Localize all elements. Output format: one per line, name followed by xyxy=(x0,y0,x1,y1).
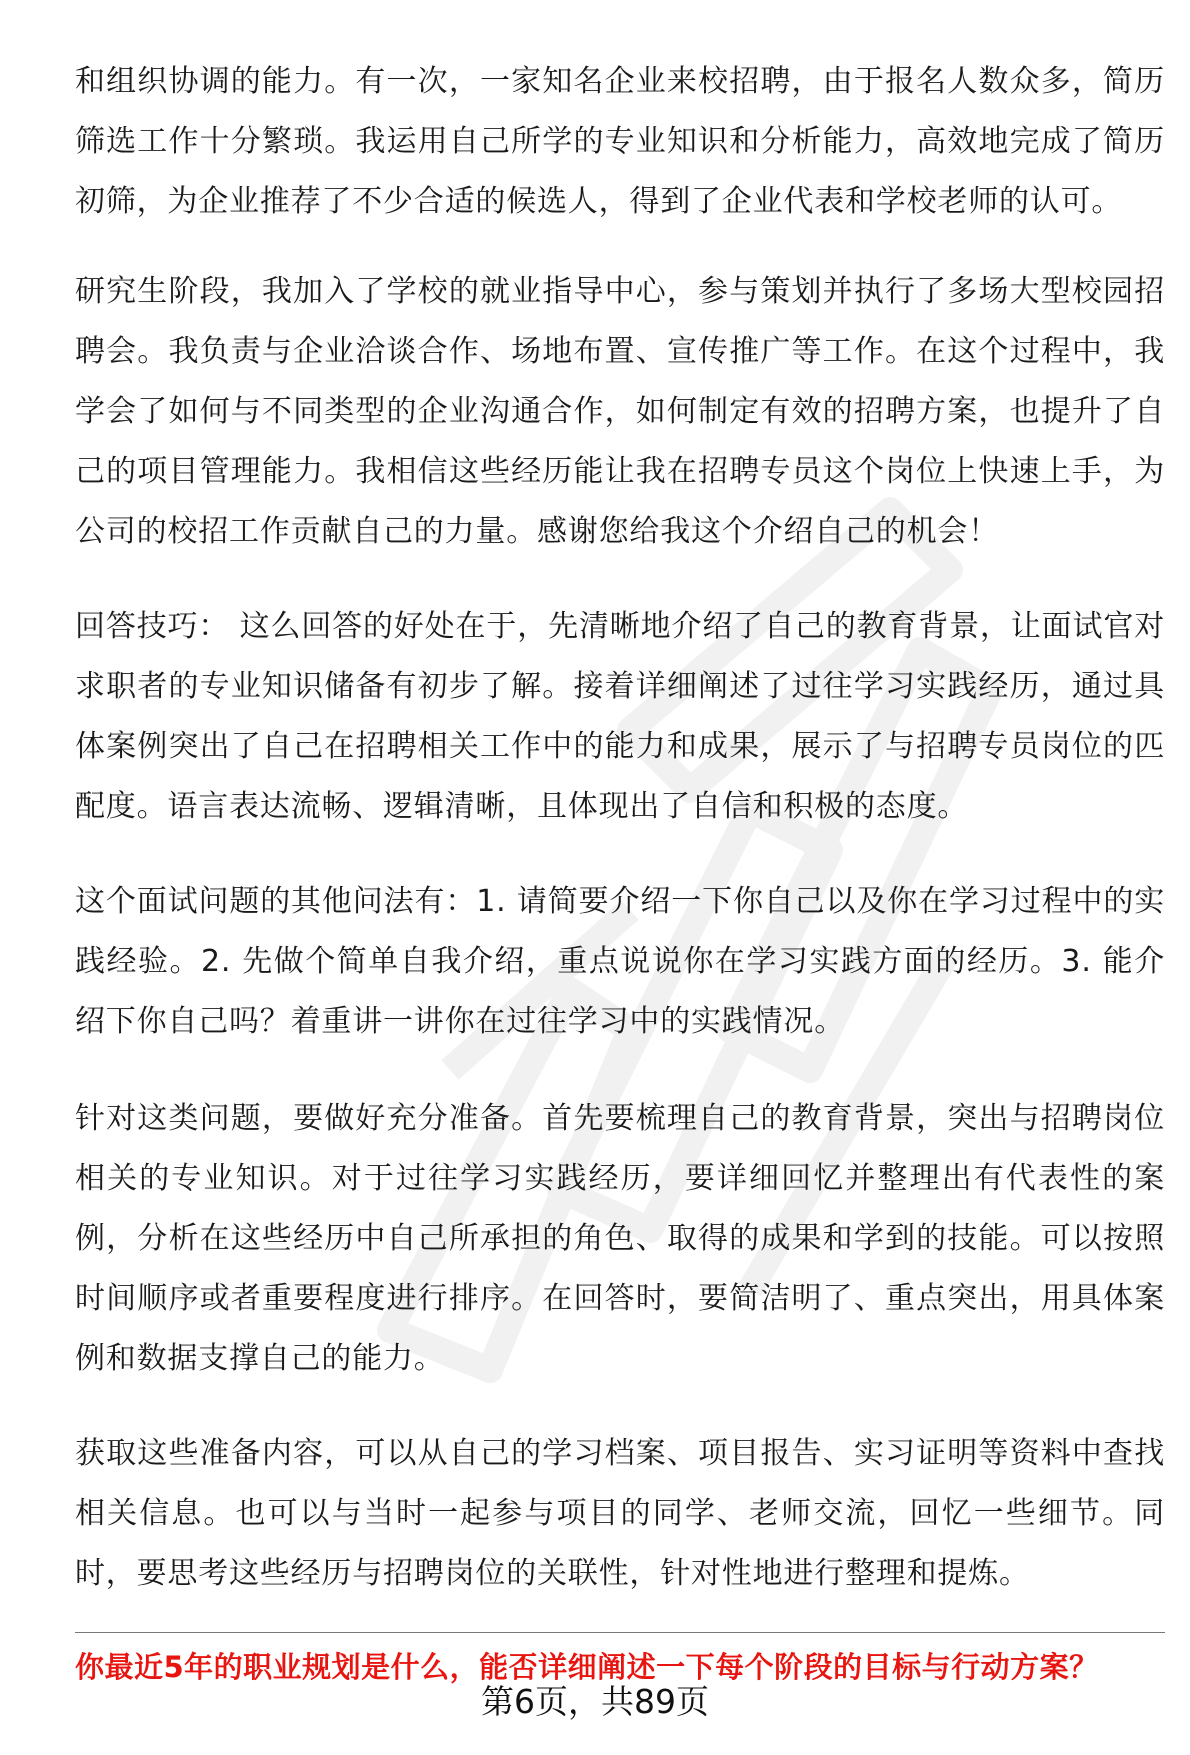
section-divider xyxy=(75,1632,1165,1633)
page-number: 第6页，共89页 xyxy=(481,1682,709,1721)
paragraph-graduate-stage: 研究生阶段，我加入了学校的就业指导中心，参与策划并执行了多场大型校园招聘会。我负责与企业洽谈合作、场地布置、宣传推广等工作。在这个过程中，我学会了如何与不同类型的企业沟通合作，如何制定有效的招聘方案，也提升了自己的项目管理能力。我相信这些经历能让我在招聘专员这个岗位上快速上手，为公司的校招工作贡献自己的力量。感谢您给我这个介绍自己的机会！ xyxy=(75,274,1165,549)
paragraph-preparation-advice: 针对这类问题，要做好充分准备。首先要梳理自己的教育背景，突出与招聘岗位相关的专业知识。对于过往学习实践经历，要详细回忆并整理出有代表性的案例，分析在这些经历中自己所承担的角色、取得的成果和学到的技能。可以按照时间顺序或者重要程度进行排序。在回答时，要简洁明了、重点突出，用具体案例和数据支撑自己的能力。 xyxy=(75,1101,1165,1376)
paragraph-previous-experience: 和组织协调的能力。有一次，一家知名企业来校招聘，由于报名人数众多，简历筛选工作十分繁琐。我运用自己所学的专业知识和分析能力，高效地完成了简历初筛，为企业推荐了不少合适的候选人，得到了企业代表和学校老师的认可。 xyxy=(75,64,1165,219)
paragraph-answer-tips: 回答技巧： 这么回答的好处在于，先清晰地介绍了自己的教育背景，让面试官对求职者的专业知识储备有初步了解。接着详细阐述了过往学习实践经历，通过具体案例突出了自己在招聘相关工作中的能力和成果，展示了与招聘专员岗位的匹配度。语言表达流畅、逻辑清晰，且体现出了自信和积极的态度。 xyxy=(75,609,1165,824)
next-question-heading: 你最近5年的职业规划是什么，能否详细阐述一下每个阶段的目标与行动方案？ xyxy=(75,1650,1099,1684)
paragraph-alternative-questions: 这个面试问题的其他问法有：1. 请简要介绍一下你自己以及你在学习过程中的实践经验。2. 先做个简单自我介绍，重点说说你在学习实践方面的经历。3. 能介绍下你自己吗？着重讲一讲你在过往学习中的实践情况。 xyxy=(75,884,1165,1039)
paragraph-gathering-materials: 获取这些准备内容，可以从自己的学习档案、项目报告、实习证明等资料中查找相关信息。也可以与当时一起参与项目的同学、老师交流，回忆一些细节。同时，要思考这些经历与招聘岗位的关联性，针对性地进行整理和提炼。 xyxy=(75,1436,1165,1591)
